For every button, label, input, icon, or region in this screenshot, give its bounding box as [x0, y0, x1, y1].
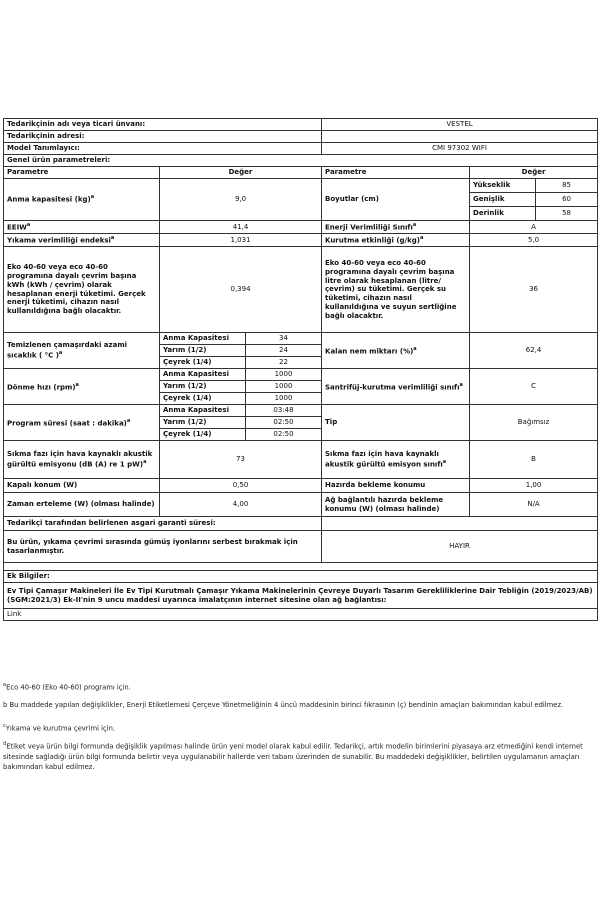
network-standby-value: N/A — [470, 493, 598, 517]
duration-quarter-value: 02:50 — [246, 429, 322, 441]
spin-rated-value: 1000 — [246, 369, 322, 381]
noise-value: 73 — [160, 441, 322, 479]
water-consumption-value: 36 — [470, 247, 598, 333]
water-consumption-label: Eko 40-60 veya eco 40-60 programına dayalı çevrim başına litre olarak hesaplanan (litre/çevrim) su tüketimi. Gerçek su tüketimi, cihazın nasıl kullanıldığına ve suyun sertliğine bağlı olacaktır. — [322, 247, 470, 333]
link-text[interactable]: Link — [4, 609, 598, 621]
energy-class-value: A — [470, 221, 598, 234]
spin-speed-label: Dönme hızı (rpm)$^a$ — [4, 369, 160, 405]
height-value: 85 — [536, 179, 598, 193]
capacity-value: 9,0 — [160, 179, 322, 221]
off-mode-value: 0,50 — [160, 479, 322, 493]
delay-start-value: 4,00 — [160, 493, 322, 517]
delay-start-row — [4, 493, 598, 517]
supplier-row — [4, 119, 598, 131]
spin-class-value: C — [470, 369, 598, 405]
noise-row — [4, 441, 598, 479]
silver-ion-row — [4, 531, 598, 563]
model-value: CMI 97302 WIFI — [322, 143, 598, 155]
footnote-d: $^d$Etiket veya ürün bilgi formunda değişiklik yapılması halinde ürün yeni model olarak kabul edilir. Tedarikçi, artık modelin birimlerini piyasaya arz etmediğini kendi internet sitesinde sağladığı ürün bilgi formunda belirtir veya uygulanabilir hallerde veri tabanı üzerinden de sunabilir. Bu maddedeki değişiklikler, belirtilen uygulamanın amaçları bakımından kabul edilmez. — [3, 741, 583, 771]
noise-label: Sıkma fazı için hava kaynaklı akustik gürültü emisyonu (dB (A) re 1 pW)$^a$ — [4, 441, 160, 479]
param-header-right: Parametre — [322, 167, 470, 179]
temp-rated-label: Anma Kapasitesi — [160, 333, 246, 345]
regulation-text: Ev Tipi Çamaşır Makineleri İle Ev Tipi Kurutmalı Çamaşır Yıkama Makinelerinin Çevreye Duyarlı Tasarım Gerekliliklerine Dair Tebliğin (2019/2023/AB)(SGM:2021/3) Ek-II'nin 9 uncu maddesi uyarınca imalatçının internet sitesine olan ağ bağlantısı: — [4, 583, 598, 609]
supplier-value: VESTEL — [322, 119, 598, 131]
spacer-row — [4, 563, 598, 571]
width-label: Genişlik — [470, 193, 536, 207]
delay-start-label: Zaman erteleme (W) (olması halinde) — [4, 493, 160, 517]
temp-quarter-label: Çeyrek (1/4) — [160, 357, 246, 369]
guarantee-value — [322, 517, 598, 531]
spin-half-value: 1000 — [246, 381, 322, 393]
off-mode-row — [4, 479, 598, 493]
depth-value: 58 — [536, 207, 598, 221]
standby-value: 1,00 — [470, 479, 598, 493]
consumption-row — [4, 247, 598, 333]
general-params-heading: Genel ürün parametreleri: — [4, 155, 598, 167]
footnote-b: b Bu maddede yapılan değişiklikler, Enerji Etiketlemesi Çerçeve Yönetmeliğinin 4 üncü maddesinin birinci fıkrasının (ç) bendinin amaçları bakımından kabul edilmez. — [3, 701, 564, 710]
spin-quarter-value: 1000 — [246, 393, 322, 405]
width-value: 60 — [536, 193, 598, 207]
address-label: Tedarikçinin adresi: — [4, 131, 322, 143]
extra-info-row — [4, 571, 598, 583]
temp-half-value: 24 — [246, 345, 322, 357]
spin-half-label: Yarım (1/2) — [160, 381, 246, 393]
param-header-left: Parametre — [4, 167, 160, 179]
general-params-row — [4, 155, 598, 167]
depth-label: Derinlik — [470, 207, 536, 221]
wash-index-value: 1,031 — [160, 234, 322, 247]
extra-info-heading: Ek Bilgiler: — [4, 571, 598, 583]
spin-class-label: Santrifüj-kurutma verimliliği sınıfı$^a$ — [322, 369, 470, 405]
eeiw-row — [4, 221, 598, 234]
model-label: Model Tanımlayıcı: — [4, 143, 322, 155]
value-header-left: Değer — [160, 167, 322, 179]
off-mode-label: Kapalı konum (W) — [4, 479, 160, 493]
spin-quarter-label: Çeyrek (1/4) — [160, 393, 246, 405]
temp-rated-value: 34 — [246, 333, 322, 345]
address-row — [4, 131, 598, 143]
wash-index-label: Yıkama verimliliği endeksi$^a$ — [4, 234, 160, 247]
product-information-sheet — [3, 118, 597, 621]
spin-rated-label: Anma Kapasitesi — [160, 369, 246, 381]
energy-consumption-label: Eko 40-60 veya eco 40-60 programına dayalı çevrim başına kWh (kWh / çevrim) olarak hesaplanan enerji tüketimi. Gerçek enerji tüketimi, cihazın nasıl kullanıldığına bağlı olacaktır. — [4, 247, 160, 333]
max-temp-row — [4, 333, 598, 345]
temp-half-label: Yarım (1/2) — [160, 345, 246, 357]
height-label: Yükseklik — [470, 179, 536, 193]
capacity-label: Anma kapasitesi (kg)$^a$ — [4, 179, 160, 221]
type-value: Bağımsız — [470, 405, 598, 441]
noise-class-label: Sıkma fazı için hava kaynaklı akustik gürültü emisyon sınıfı$^a$ — [322, 441, 470, 479]
footnote-a: $^a$Eco 40-60 (Eko 40-60) programı için. — [3, 682, 131, 692]
guarantee-row — [4, 517, 598, 531]
duration-rated-value: 03:48 — [246, 405, 322, 417]
silver-ion-value: HAYIR — [322, 531, 598, 563]
capacity-row — [4, 179, 598, 193]
drying-eff-label: Kurutma etkinliği $(g/kg)^a$ — [322, 234, 470, 247]
regulation-row — [4, 583, 598, 609]
footnote-c: $^c$Yıkama ve kurutma çevrimi için. — [3, 722, 116, 732]
energy-consumption-value: 0,394 — [160, 247, 322, 333]
guarantee-label: Tedarikçi tarafından belirlenen asgari garanti süresi: — [4, 517, 322, 531]
wash-index-row — [4, 234, 598, 247]
duration-half-value: 02:50 — [246, 417, 322, 429]
duration-rated-label: Anma Kapasitesi — [160, 405, 246, 417]
address-value — [322, 131, 598, 143]
duration-quarter-label: Çeyrek (1/4) — [160, 429, 246, 441]
standby-label: Hazırda bekleme konumu — [322, 479, 470, 493]
eeiw-label: EEIW$^a$ — [4, 221, 160, 234]
temp-quarter-value: 22 — [246, 357, 322, 369]
supplier-label: Tedarikçinin adı veya ticari ünvanı: — [4, 119, 322, 131]
max-temp-label: Temizlenen çamaşırdaki azami sıcaklık ( °C )$^a$ — [4, 333, 160, 369]
type-label: Tip — [322, 405, 470, 441]
silver-ion-label: Bu ürün, yıkama çevrimi sırasında gümüş iyonlarını serbest bırakmak için tasarlanmıştır. — [4, 531, 322, 563]
noise-class-value: B — [470, 441, 598, 479]
residual-moisture-value: 62,4 — [470, 333, 598, 369]
duration-half-label: Yarım (1/2) — [160, 417, 246, 429]
model-row — [4, 143, 598, 155]
network-standby-label: Ağ bağlantılı hazırda bekleme konumu (W) (olması halinde) — [322, 493, 470, 517]
dimensions-label: Boyutlar (cm) — [322, 179, 470, 221]
value-header-right: Değer — [470, 167, 598, 179]
energy-class-label: Enerji Verimliliği Sınıfı$^a$ — [322, 221, 470, 234]
residual-moisture-label: Kalan nem miktarı (%)$^a$ — [322, 333, 470, 369]
spin-speed-row — [4, 369, 598, 381]
product-fiche-table — [3, 118, 598, 621]
duration-row — [4, 405, 598, 417]
duration-label: Program süresi (saat : dakika)$^a$ — [4, 405, 160, 441]
column-header-row — [4, 167, 598, 179]
footnotes — [3, 682, 595, 780]
eeiw-value: 41,4 — [160, 221, 322, 234]
drying-eff-value: 5,0 — [470, 234, 598, 247]
link-row — [4, 609, 598, 621]
